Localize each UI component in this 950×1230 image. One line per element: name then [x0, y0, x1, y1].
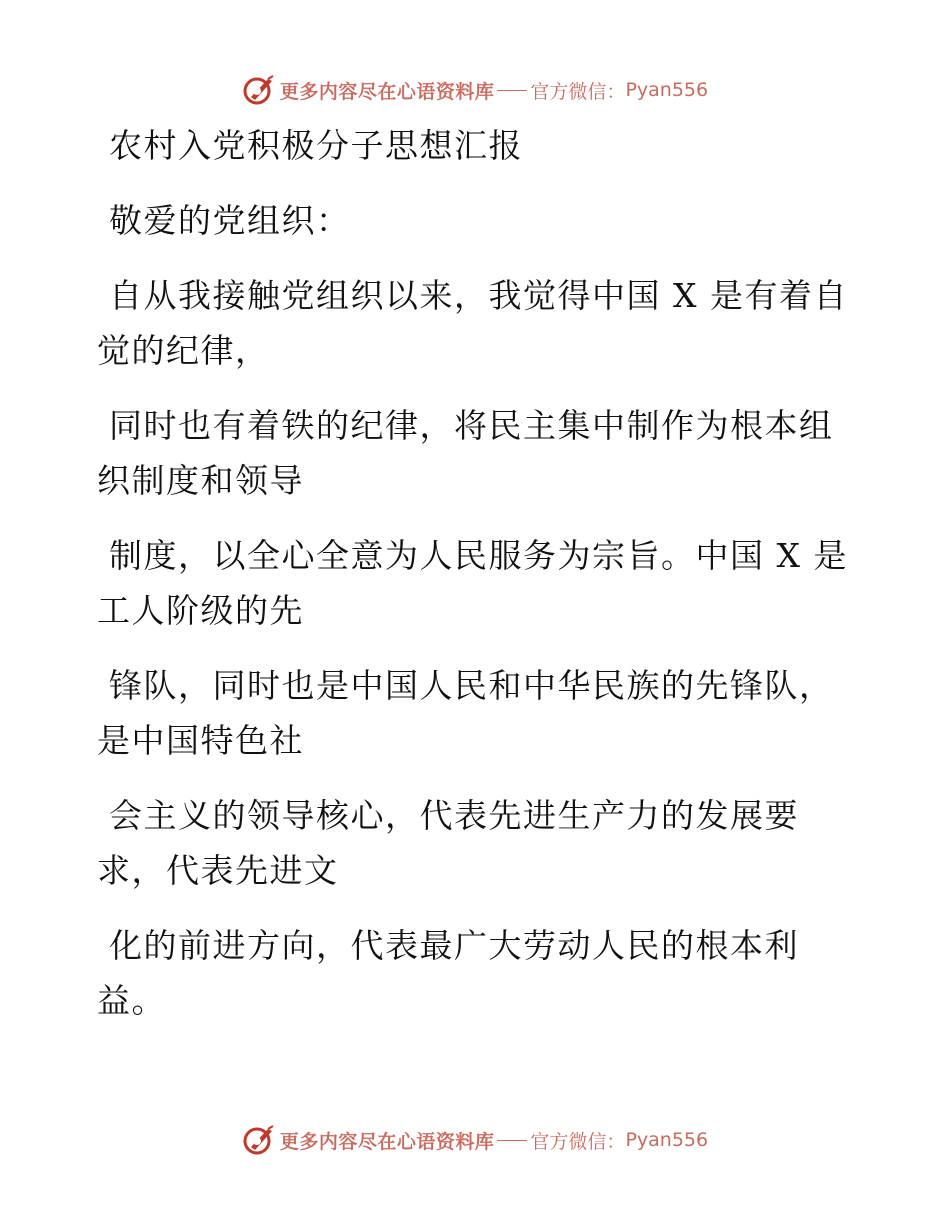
paragraph — [97, 918, 857, 1028]
watermark-divider — [497, 90, 527, 91]
watermark-brand-text: 更多内容尽在心语资料库 — [279, 1130, 495, 1153]
paragraph-line: 益。 — [97, 981, 166, 1020]
paragraph-line: 会主义的领导核心，代表先进生产力的发展要 — [109, 796, 799, 835]
watermark-wechat-label: 官方微信： — [530, 1130, 626, 1153]
document-title: 农村入党积极分子思想汇报 — [109, 126, 523, 165]
paragraph-line: 制度，以全心全意为人民服务为宗旨。中国 X 是 — [109, 536, 848, 575]
watermark-brand-text: 更多内容尽在心语资料库 — [279, 80, 495, 103]
paragraph-line: 锋队，同时也是中国人民和中华民族的先锋队， — [109, 666, 834, 705]
paragraph-line: 工人阶级的先 — [97, 591, 304, 630]
paragraph — [97, 268, 857, 378]
watermark-wechat-label: 官方微信： — [530, 80, 626, 103]
watermark-divider — [497, 1140, 527, 1141]
watermark-wechat-handle: Pyan556 — [625, 79, 709, 101]
paragraph-line: 自从我接触党组织以来，我觉得中国 X 是有着自 — [109, 276, 848, 315]
paragraph — [97, 528, 857, 638]
paragraph-line: 是中国特色社 — [97, 721, 304, 760]
paragraph-line: 求，代表先进文 — [97, 851, 339, 890]
document-salutation: 敬爱的党组织： — [109, 201, 351, 240]
paragraph-line: 同时也有着铁的纪律，将民主集中制作为根本组 — [109, 406, 834, 445]
header-watermark — [0, 70, 950, 110]
document-body — [97, 118, 857, 1028]
watermark-wechat-handle: Pyan556 — [625, 1129, 709, 1151]
footer-watermark — [0, 1120, 950, 1160]
paragraph — [97, 398, 857, 508]
paragraph — [97, 658, 857, 768]
paragraph-line: 化的前进方向，代表最广大劳动人民的根本利 — [109, 926, 799, 965]
quill-pen-emblem-icon — [242, 1123, 276, 1157]
paragraph — [97, 788, 857, 898]
paragraph-line: 织制度和领导 — [97, 461, 304, 500]
quill-pen-emblem-icon — [242, 73, 276, 107]
paragraph-line: 觉的纪律， — [97, 331, 270, 370]
